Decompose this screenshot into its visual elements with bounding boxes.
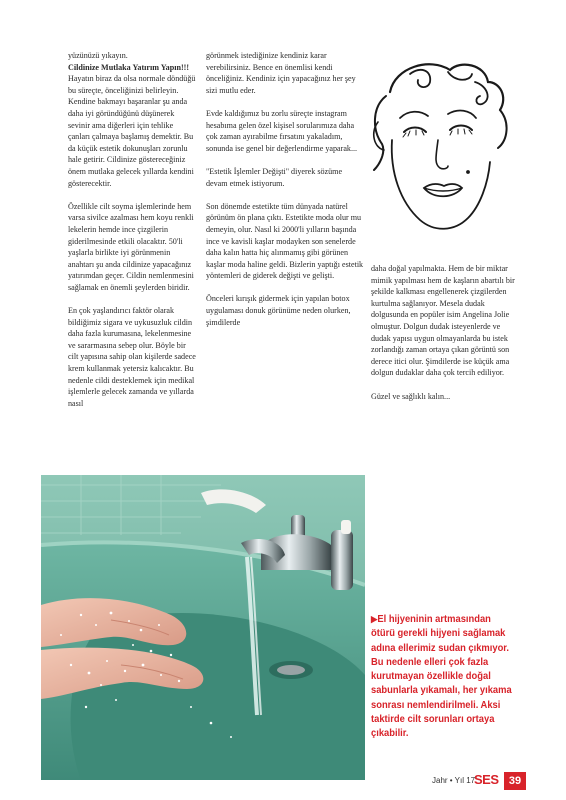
paragraph: daha doğal yapılmakta. Hem de bir miktar mimik yapılması hem de kaşların abartılı bir şekilde kalkması engellenerek çizgilerden kurtulma sağlanıyor. Mesela dudak dolgusunda en popüler isim Angelina Jolie olmuştur. Dolgun dudak isteyenlerde ve dudak yapısı uygun olmayanlarda bu istek zorlandığı zaman ortaya çıkan görüntü son derece itici olur. Şimdilerde ise küçük ama dolgun dudaklar daha çok tercih ediliyor. — [371, 264, 515, 378]
paragraph — [68, 50, 196, 73]
caption-text: El hijyeninin artmasından ötürü gerekli hijyeni sağlamak adına ellerimiz sudan çıkmıyor. Bu nedenle elleri çok fazla kurutmayan özellikle doğal sabunlarla yıkamalı, her yıkama sonrası nemlendirilmeli. Aksi taktirde cilt sorunları ortaya çıkabilir. — [371, 614, 512, 740]
paragraph-text: yüzünüzü yıkayın. — [68, 51, 128, 60]
magazine-logo: SES — [474, 772, 499, 787]
paragraph: Son dönemde estetikte tüm dünyada natürel görünüm ön plana çıktı. Estetikte moda olur mu demeyin, olur. Nasıl ki 2000'li yılların başında ince ve kavisli kaşlar modayken son senelerde daha kalın hatta hiç alınmamış gibi görünen kaşlar moda haline geldi. Bizlerin yaptığı estetik yöntemleri de giderek değişti ve gelişti. — [206, 201, 364, 281]
subheading: Cildinize Mutlaka Yatırım Yapın!!! — [68, 62, 190, 72]
hands-washing-photo — [41, 475, 365, 780]
paragraph: Hayatın biraz da olsa normale döndüğü bu süreçte, önceliğinizi belirleyin. Kendine bakmayı başaranlar şu anda daha iyi göründüğünü düşünerek sevinir ama diğerleri için tehlike çanları çalmaya başlamış demektir. Bu da küçük estetik dokunuşları zorunlu hale getirir. Cildinize göstereceğiniz önem mutlaka gelecek yıllarda kendini gösterecektir. — [68, 74, 196, 188]
paragraph: En çok yaşlandırıcı faktör olarak bildiğimiz sigara ve uykusuzluk cildin daha fazla kurumasına, lekelenmesine ve sararmasına sebep olur. Böyle bir cilt yapısına sahip olan kişilerde sadece krem kullanmak yetersiz kalıcaktır. Bu nedenle cildi desteklemek için medikal işlemlerle gelecek zamanda ve yıllarda nasıl — [68, 306, 196, 408]
face-sketch-illustration — [350, 52, 520, 252]
text-column-3 — [371, 263, 521, 414]
text-column-1 — [68, 50, 196, 421]
paragraph: Evde kaldığımız bu zorlu süreçte instagram hesabıma gelen özel kişisel sorularımıza daha çok zaman ayırabilme fırsatını yakaladım, sonunda ise genel bir değerlendirme yaparak... — [206, 108, 358, 153]
issue-label: Jahr • Yıl 17 — [432, 776, 476, 785]
paragraph: Özellikle cilt soyma işlemlerinde hem varsa sivilce azalması hem koyu renkli lekelerin hemde ince çizgilerin giderilmesinde etkili olacaktır. 50'li yaşlarla birlikte iyi görünmenin anahtarı şu anda cildinize yapacağınız yatırımdan geçer. Cildin nemlenmesini sağlamak en önemli şeylerden biridir. — [68, 201, 194, 292]
paragraph: Önceleri kırışık gidermek için yapılan botox uygulaması donuk görünüme neden olurken, şimdilerde — [206, 294, 351, 327]
photo-caption — [371, 612, 516, 742]
text-column-2 — [206, 50, 364, 340]
paragraph: görünmek istediğinize kendiniz karar verebilirsiniz. Bence en önemlisi kendi önceliğiniz. Kendiniz için yapacağınız her şey sizi mutlu eder. — [206, 51, 356, 95]
paragraph: Güzel ve sağlıklı kalın... — [371, 391, 451, 401]
page-number: 39 — [504, 772, 526, 790]
paragraph: "Estetik İşlemler Değişti" diyerek sözüme devam etmek istiyorum. — [206, 166, 343, 188]
play-triangle-icon: ▶ — [371, 614, 378, 624]
